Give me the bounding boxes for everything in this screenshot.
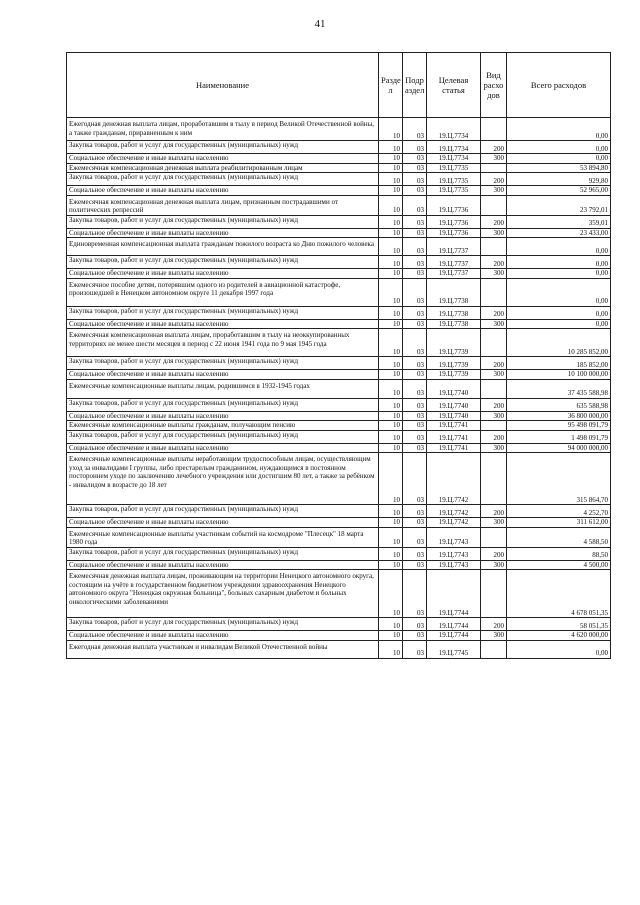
row-subsection: 03: [403, 518, 427, 528]
row-subsection: 03: [403, 141, 427, 154]
row-target: 19.Ц.7744: [427, 570, 481, 618]
row-kind: 300: [481, 443, 507, 453]
row-total: 0,00: [507, 118, 611, 141]
col-header-target: Целевая статья: [427, 53, 481, 118]
table-row: [67, 570, 611, 618]
row-section: 10: [379, 527, 403, 547]
page-number: 41: [314, 18, 326, 30]
table-row: [67, 453, 611, 505]
row-total: 0,00: [507, 154, 611, 164]
table-row: [67, 430, 611, 443]
row-name: Социальное обеспечение и иные выплаты населению: [67, 154, 379, 164]
row-target: 19.Ц.7744: [427, 618, 481, 631]
row-name: Социальное обеспечение и иные выплаты населению: [67, 443, 379, 453]
row-total: 4 500,00: [507, 560, 611, 570]
row-name: Социальное обеспечение и иные выплаты населению: [67, 228, 379, 238]
row-kind: [481, 453, 507, 505]
row-subsection: 03: [403, 269, 427, 279]
table-row: [67, 228, 611, 238]
row-kind: 300: [481, 518, 507, 528]
row-kind: [481, 195, 507, 215]
row-name: Ежемесячная компенсационная выплата лицам, проработавшим в тылу на неоккупированных территориях не менее шести месяцев в период с 22 июня 1941 года по 9 мая 1945 года: [67, 329, 379, 357]
row-kind: 200: [481, 215, 507, 228]
row-total: 10 285 852,00: [507, 329, 611, 357]
row-name: Закупка товаров, работ и услуг для государственных (муниципальных) нужд: [67, 618, 379, 631]
row-target: 19.Ц.7739: [427, 370, 481, 380]
row-name: Закупка товаров, работ и услуг для государственных (муниципальных) нужд: [67, 430, 379, 443]
row-total: 185 852,00: [507, 357, 611, 370]
row-name: Социальное обеспечение и иные выплаты населению: [67, 186, 379, 196]
row-section: 10: [379, 430, 403, 443]
table-row: [67, 379, 611, 398]
row-total: 94 000 000,00: [507, 443, 611, 453]
row-target: 19.Ц.7735: [427, 173, 481, 186]
row-subsection: 03: [403, 195, 427, 215]
row-section: 10: [379, 173, 403, 186]
row-kind: 200: [481, 306, 507, 319]
row-section: 10: [379, 357, 403, 370]
col-header-section: Разде л: [379, 53, 403, 118]
row-section: 10: [379, 370, 403, 380]
row-kind: 300: [481, 631, 507, 641]
row-section: 10: [379, 195, 403, 215]
row-name: Социальное обеспечение и иные выплаты населению: [67, 518, 379, 528]
row-total: 4 678 051,35: [507, 570, 611, 618]
table-row: [67, 505, 611, 518]
row-subsection: 03: [403, 618, 427, 631]
row-total: 0,00: [507, 256, 611, 269]
row-target: 19.Ц.7742: [427, 453, 481, 505]
table-row: [67, 319, 611, 329]
col-header-name: Наименование: [67, 53, 379, 118]
table-header-row: [67, 53, 611, 118]
row-target: 19.Ц.7744: [427, 631, 481, 641]
row-target: 19.Ц.7738: [427, 306, 481, 319]
row-target: 19.Ц.7738: [427, 319, 481, 329]
row-kind: 300: [481, 560, 507, 570]
row-name: Закупка товаров, работ и услуг для государственных (муниципальных) нужд: [67, 357, 379, 370]
row-subsection: 03: [403, 118, 427, 141]
row-section: 10: [379, 560, 403, 570]
row-total: 10 100 000,00: [507, 370, 611, 380]
row-total: 58 051,35: [507, 618, 611, 631]
row-target: 19.Ц.7741: [427, 421, 481, 431]
row-kind: 300: [481, 411, 507, 421]
row-kind: 300: [481, 186, 507, 196]
row-kind: 300: [481, 319, 507, 329]
row-name: Социальное обеспечение и иные выплаты населению: [67, 631, 379, 641]
row-kind: [481, 527, 507, 547]
row-target: 19.Ц.7745: [427, 640, 481, 658]
row-kind: 300: [481, 269, 507, 279]
row-kind: [481, 570, 507, 618]
row-name: Ежегодная денежная выплата участникам и инвалидам Великой Отечественной войны: [67, 640, 379, 658]
row-name: Социальное обеспечение и иные выплаты населению: [67, 560, 379, 570]
row-name: Закупка товаров, работ и услуг для государственных (муниципальных) нужд: [67, 173, 379, 186]
table-row: [67, 357, 611, 370]
row-subsection: 03: [403, 398, 427, 411]
row-kind: [481, 329, 507, 357]
row-total: 4 588,50: [507, 527, 611, 547]
row-subsection: 03: [403, 306, 427, 319]
row-section: 10: [379, 411, 403, 421]
row-subsection: 03: [403, 547, 427, 560]
row-section: 10: [379, 618, 403, 631]
row-subsection: 03: [403, 527, 427, 547]
row-section: 10: [379, 570, 403, 618]
expenditure-table: [66, 52, 611, 659]
row-total: 36 800 000,00: [507, 411, 611, 421]
row-total: 1 498 091,79: [507, 430, 611, 443]
row-name: Социальное обеспечение и иные выплаты населению: [67, 411, 379, 421]
row-kind: [481, 379, 507, 398]
row-total: 4 620 000,00: [507, 631, 611, 641]
table-row: [67, 154, 611, 164]
row-target: 19.Ц.7734: [427, 154, 481, 164]
table-row: [67, 329, 611, 357]
row-kind: [481, 238, 507, 256]
row-subsection: 03: [403, 329, 427, 357]
row-total: 0,00: [507, 269, 611, 279]
row-section: 10: [379, 640, 403, 658]
row-name: Ежегодная денежная выплата лицам, проработавшим в тылу в период Великой Отечественной войны, а также гражданам, приравненным к ним: [67, 118, 379, 141]
row-kind: 200: [481, 547, 507, 560]
table-row: [67, 518, 611, 528]
row-total: 359,01: [507, 215, 611, 228]
row-target: 19.Ц.7741: [427, 443, 481, 453]
table-row: [67, 560, 611, 570]
row-subsection: 03: [403, 319, 427, 329]
row-total: 311 612,00: [507, 518, 611, 528]
table-row: [67, 269, 611, 279]
row-kind: 200: [481, 141, 507, 154]
row-kind: 300: [481, 370, 507, 380]
row-total: 635 588,98: [507, 398, 611, 411]
row-name: Закупка товаров, работ и услуг для государственных (муниципальных) нужд: [67, 141, 379, 154]
table-row: [67, 173, 611, 186]
row-section: 10: [379, 547, 403, 560]
row-subsection: 03: [403, 411, 427, 421]
row-section: 10: [379, 453, 403, 505]
row-total: 52 965,00: [507, 186, 611, 196]
row-section: 10: [379, 186, 403, 196]
row-section: 10: [379, 398, 403, 411]
row-subsection: 03: [403, 505, 427, 518]
row-section: 10: [379, 256, 403, 269]
table-row: [67, 547, 611, 560]
row-total: 23 433,00: [507, 228, 611, 238]
row-kind: 200: [481, 256, 507, 269]
table-row: [67, 631, 611, 641]
row-kind: 200: [481, 173, 507, 186]
row-name: Ежемесячная компенсационная денежная выплата лицам, признанным пострадавшими от политических репрессий: [67, 195, 379, 215]
row-target: 19.Ц.7737: [427, 269, 481, 279]
col-header-kind: Вид расхо дов: [481, 53, 507, 118]
row-section: 10: [379, 306, 403, 319]
row-name: Ежемесячные компенсационные выплаты участникам событий на космодроме "Плесецк" 18 марта 1980 года: [67, 527, 379, 547]
row-total: 315 864,70: [507, 453, 611, 505]
row-kind: 300: [481, 228, 507, 238]
row-name: Социальное обеспечение и иные выплаты населению: [67, 319, 379, 329]
row-target: 19.Ц.7739: [427, 329, 481, 357]
col-header-total: Всего расходов: [507, 53, 611, 118]
row-section: 10: [379, 238, 403, 256]
table-row: [67, 163, 611, 173]
row-subsection: 03: [403, 163, 427, 173]
row-subsection: 03: [403, 256, 427, 269]
table-row: [67, 421, 611, 431]
row-total: 4 252,70: [507, 505, 611, 518]
row-name: Социальное обеспечение и иные выплаты населению: [67, 370, 379, 380]
row-section: 10: [379, 329, 403, 357]
row-subsection: 03: [403, 421, 427, 431]
row-subsection: 03: [403, 173, 427, 186]
row-name: Закупка товаров, работ и услуг для государственных (муниципальных) нужд: [67, 215, 379, 228]
row-section: 10: [379, 631, 403, 641]
row-target: 19.Ц.7736: [427, 228, 481, 238]
row-target: 19.Ц.7743: [427, 560, 481, 570]
row-section: 10: [379, 443, 403, 453]
row-kind: [481, 640, 507, 658]
row-target: 19.Ц.7737: [427, 256, 481, 269]
row-subsection: 03: [403, 631, 427, 641]
row-section: 10: [379, 215, 403, 228]
row-total: 95 498 091,79: [507, 421, 611, 431]
row-target: 19.Ц.7742: [427, 518, 481, 528]
row-name: Закупка товаров, работ и услуг для государственных (муниципальных) нужд: [67, 306, 379, 319]
row-kind: 200: [481, 430, 507, 443]
row-target: 19.Ц.7734: [427, 118, 481, 141]
row-total: 0,00: [507, 238, 611, 256]
table-row: [67, 370, 611, 380]
table-row: [67, 256, 611, 269]
row-subsection: 03: [403, 154, 427, 164]
row-subsection: 03: [403, 228, 427, 238]
row-subsection: 03: [403, 379, 427, 398]
row-section: 10: [379, 278, 403, 306]
row-section: 10: [379, 141, 403, 154]
row-subsection: 03: [403, 640, 427, 658]
row-target: 19.Ц.7740: [427, 411, 481, 421]
row-total: 929,80: [507, 173, 611, 186]
row-section: 10: [379, 228, 403, 238]
row-total: 37 435 588,98: [507, 379, 611, 398]
table-row: [67, 141, 611, 154]
row-name: Закупка товаров, работ и услуг для государственных (муниципальных) нужд: [67, 398, 379, 411]
row-target: 19.Ц.7735: [427, 186, 481, 196]
row-section: 10: [379, 379, 403, 398]
table-row: [67, 278, 611, 306]
row-section: 10: [379, 421, 403, 431]
table-row: [67, 238, 611, 256]
table-row: [67, 527, 611, 547]
row-section: 10: [379, 518, 403, 528]
row-section: 10: [379, 269, 403, 279]
row-total: 53 894,80: [507, 163, 611, 173]
row-kind: [481, 163, 507, 173]
row-subsection: 03: [403, 215, 427, 228]
table-row: [67, 215, 611, 228]
table-body: [67, 118, 611, 659]
row-name: Закупка товаров, работ и услуг для государственных (муниципальных) нужд: [67, 505, 379, 518]
row-name: Единовременная компенсационная выплата гражданам пожилого возраста ко Дню пожилого человека: [67, 238, 379, 256]
col-header-subsection: Подр аздел: [403, 53, 427, 118]
row-target: 19.Ц.7739: [427, 357, 481, 370]
row-section: 10: [379, 154, 403, 164]
row-name: Ежемесячная денежная выплата лицам, проживающим на территории Ненецкого автономного округа, состоящим на учёте в государственном бюджетном учреждении здравоохранения Ненецкого автономного округа "Ненецкая окружная больница", больных сахарным диабетом и больных онкологическими заболеваниями: [67, 570, 379, 618]
row-target: 19.Ц.7734: [427, 141, 481, 154]
row-section: 10: [379, 505, 403, 518]
row-target: 19.Ц.7736: [427, 215, 481, 228]
row-kind: 200: [481, 398, 507, 411]
row-target: 19.Ц.7743: [427, 527, 481, 547]
row-total: 0,00: [507, 319, 611, 329]
row-name: Закупка товаров, работ и услуг для государственных (муниципальных) нужд: [67, 547, 379, 560]
row-subsection: 03: [403, 278, 427, 306]
row-name: Закупка товаров, работ и услуг для государственных (муниципальных) нужд: [67, 256, 379, 269]
row-subsection: 03: [403, 453, 427, 505]
table-row: [67, 118, 611, 141]
row-total: 0,00: [507, 306, 611, 319]
table-row: [67, 195, 611, 215]
row-target: 19.Ц.7736: [427, 195, 481, 215]
row-subsection: 03: [403, 430, 427, 443]
row-kind: [481, 421, 507, 431]
row-name: Социальное обеспечение и иные выплаты населению: [67, 269, 379, 279]
row-total: 0,00: [507, 278, 611, 306]
row-name: Ежемесячная компенсационная денежная выплата реабилитированным лицам: [67, 163, 379, 173]
table-row: [67, 411, 611, 421]
row-kind: [481, 278, 507, 306]
row-target: 19.Ц.7738: [427, 278, 481, 306]
table-row: [67, 186, 611, 196]
row-kind: 200: [481, 357, 507, 370]
row-target: 19.Ц.7741: [427, 430, 481, 443]
row-target: 19.Ц.7743: [427, 547, 481, 560]
row-total: 0,00: [507, 141, 611, 154]
row-target: 19.Ц.7737: [427, 238, 481, 256]
row-kind: 200: [481, 505, 507, 518]
row-subsection: 03: [403, 560, 427, 570]
row-total: 88,50: [507, 547, 611, 560]
row-section: 10: [379, 319, 403, 329]
row-subsection: 03: [403, 357, 427, 370]
table-row: [67, 306, 611, 319]
table-row: [67, 443, 611, 453]
row-kind: 200: [481, 618, 507, 631]
table-row: [67, 618, 611, 631]
row-name: Ежемесячные компенсационные выплаты лицам, родившимся в 1932-1945 годах: [67, 379, 379, 398]
row-total: 23 792,01: [507, 195, 611, 215]
row-name: Ежемесячное пособие детям, потерявшим одного из родителей в авиационной катастрофе, произошедшей в Ненецком автономном округе 11 декабря 1997 года: [67, 278, 379, 306]
row-subsection: 03: [403, 238, 427, 256]
row-name: Ежемесячные компенсационные выплаты неработающим трудоспособным лицам, осуществляющим уход за инвалидами I группы, либо престарелым гражданином, нуждающимся в постоянном постороннем уходе по заключению лечебного учреждения или достигшим 80 лет, а также за ребёнком - инвалидом в возрасте до 18 лет: [67, 453, 379, 505]
row-target: 19.Ц.7740: [427, 398, 481, 411]
row-name: Ежемесячные компенсационные выплаты гражданам, получающим пенсию: [67, 421, 379, 431]
row-target: 19.Ц.7735: [427, 163, 481, 173]
row-section: 10: [379, 118, 403, 141]
row-subsection: 03: [403, 186, 427, 196]
row-kind: [481, 118, 507, 141]
row-section: 10: [379, 163, 403, 173]
row-kind: 300: [481, 154, 507, 164]
table-row: [67, 640, 611, 658]
row-subsection: 03: [403, 370, 427, 380]
row-total: 0,00: [507, 640, 611, 658]
row-subsection: 03: [403, 443, 427, 453]
row-target: 19.Ц.7740: [427, 379, 481, 398]
table-row: [67, 398, 611, 411]
row-target: 19.Ц.7742: [427, 505, 481, 518]
row-subsection: 03: [403, 570, 427, 618]
